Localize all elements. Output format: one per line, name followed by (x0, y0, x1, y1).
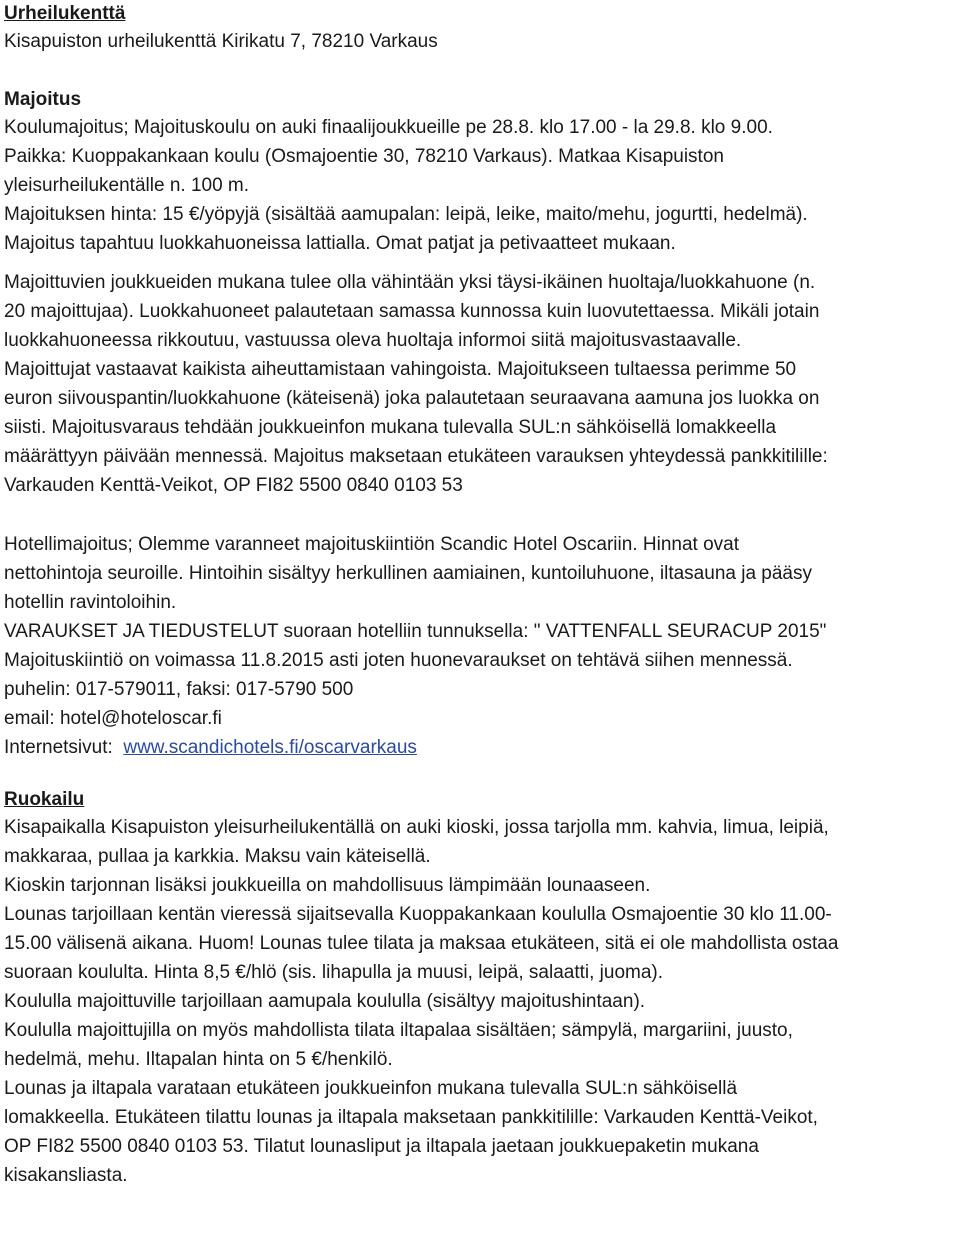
heading-urheilukentta: Urheilukenttä (4, 3, 126, 24)
text-line: Majoitus tapahtuu luokkahuoneissa lattialla. Omat patjat ja petivaatteet mukaan. (4, 233, 676, 254)
text-line: hedelmä, mehu. Iltapalan hinta on 5 €/henkilö. (4, 1049, 393, 1070)
text-line: Lounas tarjoillaan kentän vieressä sijaitsevalla Kuoppakankaan koululla Osmajoentie 30 klo 11.00- (4, 904, 832, 925)
text-line: email: hotel@hoteloscar.fi (4, 708, 222, 729)
text-line: Majoittuvien joukkueiden mukana tulee olla vähintään yksi täysi-ikäinen huoltaja/luokkahuone (n. (4, 272, 816, 293)
website-link[interactable]: www.scandichotels.fi/oscarvarkaus (123, 737, 417, 758)
hotellimajoitus-paragraph (4, 530, 954, 762)
text-line: Koululla majoittuville tarjoillaan aamupala koululla (sisältyy majoitushintaan). (4, 991, 646, 1012)
text-line: lomakkeella. Etukäteen tilattu lounas ja iltapala maksetaan pankkitilille: Varkauden Kenttä-Veikot, (4, 1107, 818, 1128)
text-line: luokkahuoneessa rikkoutuu, vastuussa oleva huoltaja informoi siitä majoitusvastaavalle. (4, 330, 742, 351)
heading-ruokailu: Ruokailu (4, 789, 85, 810)
ruokailu-paragraph (4, 813, 954, 1190)
text-line: Kioskin tarjonnan lisäksi joukkueilla on mahdollisuus lämpimään lounaaseen. (4, 875, 651, 896)
text-line: Koululla majoittujilla on myös mahdollista tilata iltapalaa sisältäen; sämpylä, margariini, juusto, (4, 1020, 793, 1041)
section-urheilukentta (4, 0, 954, 56)
text-line: yleisurheilukentälle n. 100 m. (4, 175, 250, 196)
text-line: 15.00 välisenä aikana. Huom! Lounas tulee tilata ja maksaa etukäteen, sitä ei ole mahdollista ostaa (4, 933, 839, 954)
text-line: suoraan koululta. Hinta 8,5 €/hlö (sis. lihapulla ja muusi, leipä, salaatti, juoma). (4, 962, 664, 983)
section-ruokailu (4, 786, 954, 1190)
website-label: Internetsivut: (4, 737, 113, 758)
text-line: Varkauden Kenttä-Veikot, OP FI82 5500 0840 0103 53 (4, 475, 463, 496)
text-line: hotellin ravintoloihin. (4, 592, 177, 613)
text-line: Lounas ja iltapala varataan etukäteen joukkueinfon mukana tulevalla SUL:n sähköisellä (4, 1078, 738, 1099)
text-line: Hotellimajoitus; Olemme varanneet majoituskiintiön Scandic Hotel Oscariin. Hinnat ovat (4, 534, 739, 555)
text-line: Majoituksen hinta: 15 €/yöpyjä (sisältää aamupalan: leipä, leike, maito/mehu, jogurtti, hedelmä). (4, 204, 808, 225)
text-line: makkaraa, pullaa ja karkkia. Maksu vain käteisellä. (4, 846, 431, 867)
koulumajoitus-paragraph (4, 113, 954, 258)
text-line: Koulumajoitus; Majoituskoulu on auki finaalijoukkueille pe 28.8. klo 17.00 - la 29.8. klo 9.00. (4, 117, 773, 138)
text-line: VARAUKSET JA TIEDUSTELUT suoraan hotelliin tunnuksella: " VATTENFALL SEURACUP 2015" (4, 621, 827, 642)
text-line: määrättyyn päivään mennessä. Majoitus maksetaan etukäteen varauksen yhteydessä pankkitilille: (4, 446, 828, 467)
heading-majoitus: Majoitus (4, 89, 82, 110)
section-majoitus (4, 86, 954, 762)
address-text: Kisapuiston urheilukenttä Kirikatu 7, 78210 Varkaus (4, 31, 438, 52)
text-line: euron siivouspantin/luokkahuone (käteisenä) joka palautetaan seuraavana aamuna jos luokka on (4, 388, 820, 409)
text-line: kisakansliasta. (4, 1165, 128, 1186)
text-line: Kisapaikalla Kisapuiston yleisurheilukentällä on auki kioski, jossa tarjolla mm. kahvia, limua, leipiä, (4, 817, 829, 838)
majoitusehdot-paragraph (4, 268, 954, 500)
text-line: 20 majoittujaa). Luokkahuoneet palautetaan samassa kunnossa kuin luovutettaessa. Mikäli jotain (4, 301, 820, 322)
text-line: OP FI82 5500 0840 0103 53. Tilatut lounasliput ja iltapala jaetaan joukkuepaketin mukana (4, 1136, 759, 1157)
text-line: nettohintoja seuroille. Hintoihin sisältyy herkullinen aamiainen, kuntoiluhuone, iltasauna ja pääsy (4, 563, 813, 584)
text-line: Majoituskiintiö on voimassa 11.8.2015 asti joten huonevaraukset on tehtävä siihen mennessä. (4, 650, 793, 671)
text-line: Majoittujat vastaavat kaikista aiheuttamistaan vahingoista. Majoitukseen tultaessa perimme 50 (4, 359, 797, 380)
text-line: puhelin: 017-579011, faksi: 017-5790 500 (4, 679, 354, 700)
text-line: siisti. Majoitusvaraus tehdään joukkueinfon mukana tulevalla SUL:n sähköisellä lomakkeella (4, 417, 777, 438)
text-line: Paikka: Kuoppakankaan koulu (Osmajoentie 30, 78210 Varkaus). Matkaa Kisapuiston (4, 146, 724, 167)
website-line (4, 733, 954, 762)
